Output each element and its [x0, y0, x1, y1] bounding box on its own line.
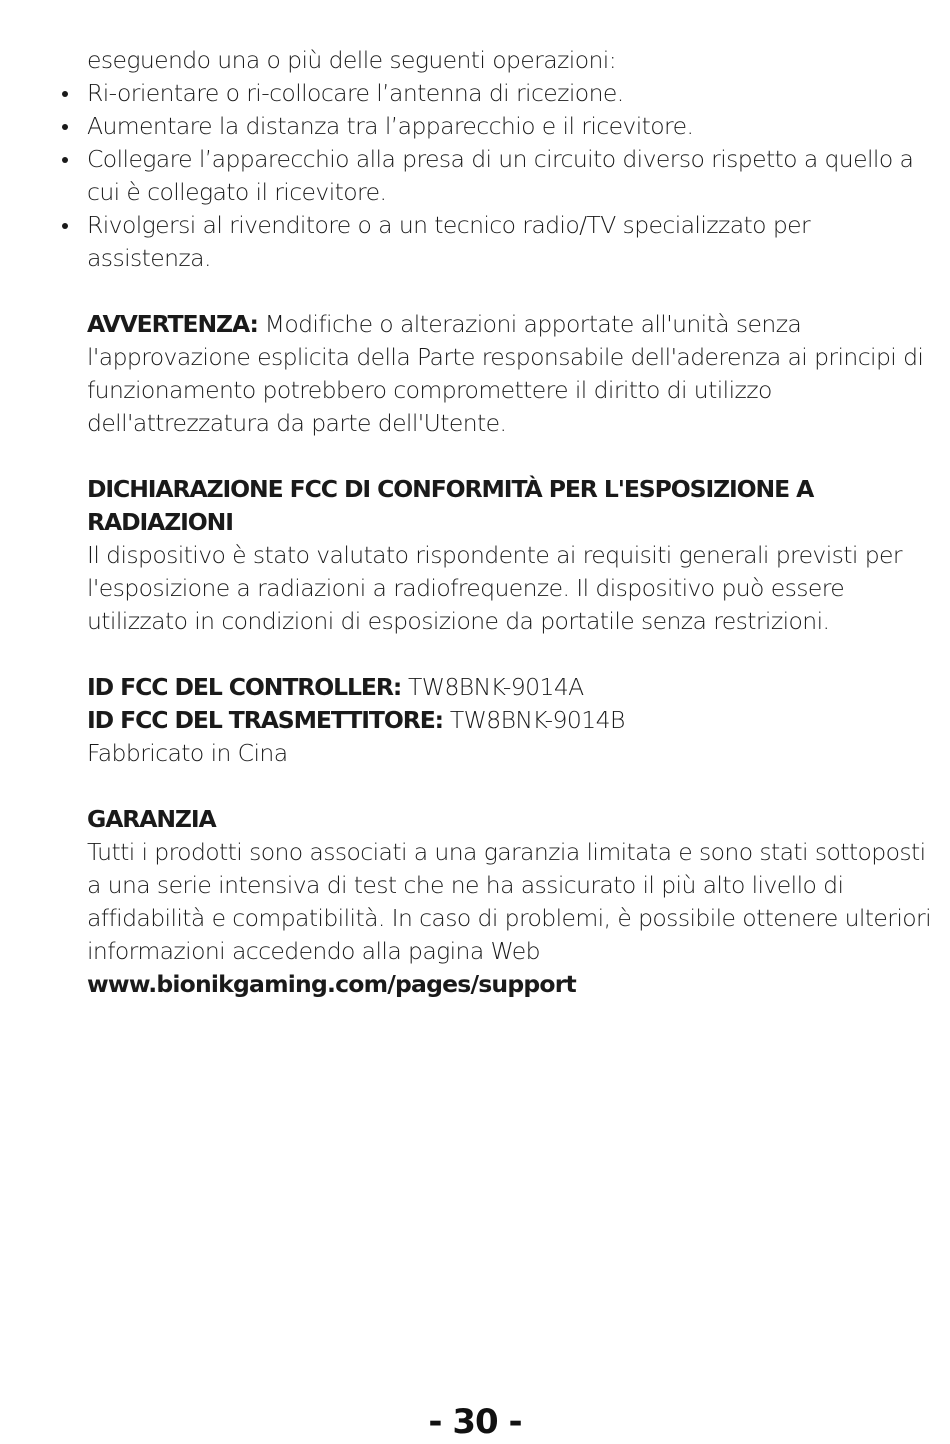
controller-id-line [87, 671, 932, 704]
spacer [87, 440, 932, 473]
warning-text: Modifiche o alterazioni apportate all'unità senza l'approvazione esplicita della Parte responsabile dell'aderenza ai principi di funzionamento potrebbero compromettere il diritto di utilizzo dell'attrezzatura da parte dell'Utente. [87, 310, 924, 437]
warning-paragraph [87, 308, 932, 440]
transmitter-id-label: ID FCC DEL TRASMETTITORE: [87, 706, 443, 734]
intro-line: eseguendo una o più delle seguenti operazioni: [87, 46, 617, 74]
list-item: Rivolgersi al rivenditore o a un tecnico radio/TV specializzato per assistenza. [87, 209, 932, 275]
warranty-heading: GARANZIA [87, 805, 216, 833]
warning-label: AVVERTENZA: [87, 310, 258, 338]
controller-id-label: ID FCC DEL CONTROLLER: [87, 673, 402, 701]
page-number: - 30 - [428, 1402, 522, 1442]
list-item: Ri-orientare o ri-collocare l’antenna di ricezione. [87, 77, 932, 110]
page-content [87, 44, 932, 1001]
warranty-text: Tutti i prodotti sono associati a una garanzia limitata e sono stati sottoposti a una serie intensiva di test che ne ha assicurato il più alto livello di affidabilità e compatibilità. In caso di problemi, è possibile ottenere ulteriori informazioni accedendo alla pagina Web [87, 838, 932, 965]
fcc-declaration-heading: DICHIARAZIONE FCC DI CONFORMITÀ PER L'ESPOSIZIONE A RADIAZIONI [87, 475, 814, 536]
controller-id-value: TW8BNK-9014A [408, 673, 584, 701]
spacer [87, 275, 932, 308]
transmitter-id-value: TW8BNK-9014B [449, 706, 625, 734]
instruction-list [87, 77, 932, 275]
transmitter-id-line [87, 704, 932, 737]
list-item: Collegare l’apparecchio alla presa di un circuito diverso rispetto a quello a cui è collegato il ricevitore. [87, 143, 932, 209]
spacer [87, 770, 932, 803]
list-item: Aumentare la distanza tra l’apparecchio e il ricevitore. [87, 110, 932, 143]
spacer [87, 638, 932, 671]
support-link[interactable]: www.bionikgaming.com/pages/support [87, 970, 576, 998]
fcc-declaration-text: Il dispositivo è stato valutato rispondente ai requisiti generali previsti per l'esposizione a radiazioni a radiofrequenze. Il dispositivo può essere utilizzato in condizioni di esposizione da portatile senza restrizioni. [87, 541, 902, 635]
made-in-line: Fabbricato in Cina [87, 739, 288, 767]
